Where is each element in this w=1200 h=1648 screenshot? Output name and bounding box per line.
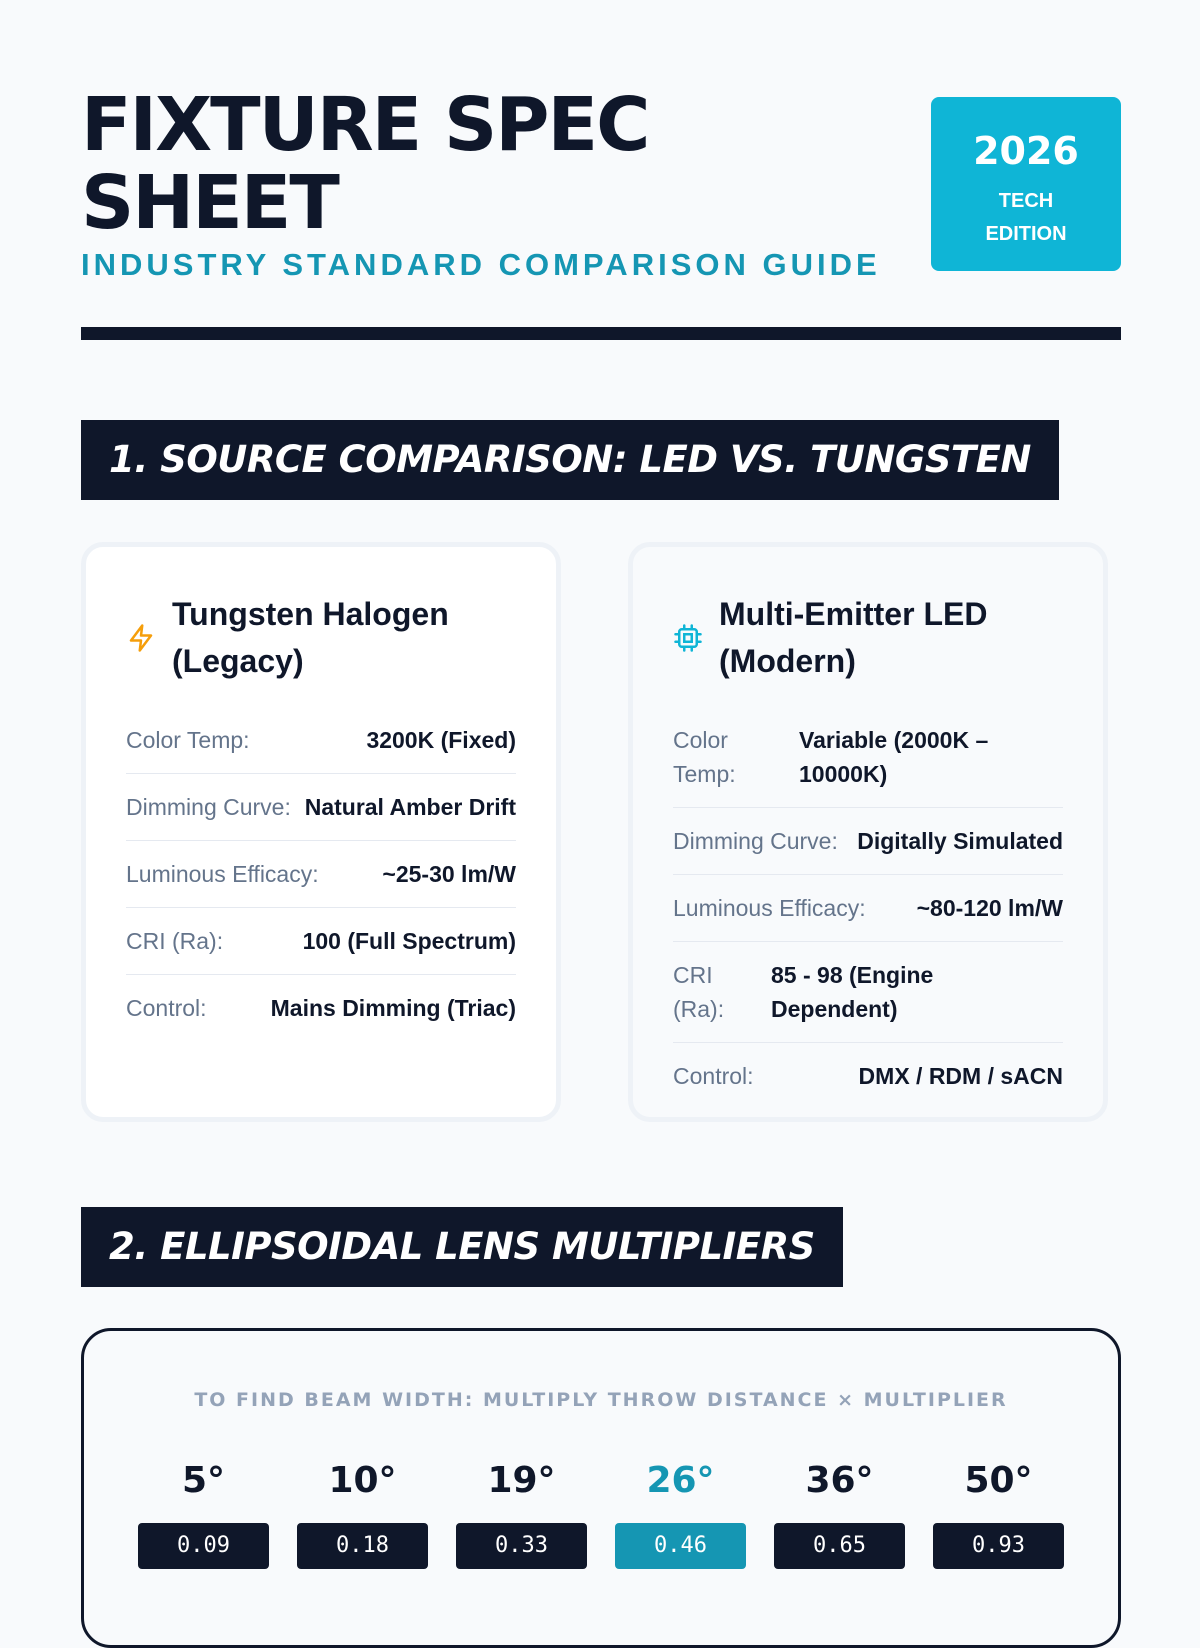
spec-label: Dimming Curve: — [126, 794, 291, 820]
spec-value: Digitally Simulated — [857, 828, 1063, 854]
spec-value: 3200K (Fixed) — [366, 727, 516, 753]
header-divider — [81, 327, 1121, 340]
spec-value: 100 (Full Spectrum) — [302, 928, 516, 954]
spec-value: Mains Dimming (Triac) — [270, 995, 516, 1021]
spec-row — [126, 707, 516, 774]
led-card-title: Multi-Emitter LED (Modern) — [719, 596, 988, 679]
spec-label: Color Temp: — [673, 727, 736, 787]
spec-row — [673, 808, 1063, 875]
spec-label: CRI (Ra): — [126, 928, 224, 954]
spec-label: Color Temp: — [126, 727, 250, 753]
page-title: FIXTURE SPEC SHEET — [81, 82, 649, 246]
spec-row — [126, 774, 516, 841]
lens-multiplier: 0.65 — [774, 1523, 905, 1569]
lens-instruction: TO FIND BEAM WIDTH: MULTIPLY THROW DISTANCE × MULTIPLIER — [194, 1389, 1008, 1411]
spec-row — [673, 1043, 1063, 1109]
spec-value: ~80-120 lm/W — [916, 895, 1063, 921]
spec-row — [673, 707, 1063, 808]
lightning-bolt-icon — [126, 623, 156, 653]
lens-multiplier-panel — [81, 1328, 1121, 1648]
section-1-heading: 1. SOURCE COMPARISON: LED VS. TUNGSTEN — [81, 420, 1059, 500]
tungsten-card-title: Tungsten Halogen (Legacy) — [172, 596, 449, 679]
led-spec-list — [673, 707, 1063, 1109]
edition-badge — [931, 97, 1121, 271]
lens-multiplier: 0.93 — [933, 1523, 1064, 1569]
spec-label: Luminous Efficacy: — [126, 861, 319, 887]
lens-item-highlighted — [615, 1455, 746, 1569]
tungsten-card — [81, 542, 561, 1122]
lens-degree: 26° — [646, 1460, 715, 1501]
lens-item — [297, 1455, 428, 1569]
spec-row — [126, 841, 516, 908]
lens-item — [933, 1455, 1064, 1569]
spec-value: ~25-30 lm/W — [382, 861, 516, 887]
spec-row — [673, 942, 1063, 1043]
spec-row — [673, 875, 1063, 942]
spec-value: DMX / RDM / sACN — [858, 1063, 1063, 1089]
lens-multiplier: 0.18 — [297, 1523, 428, 1569]
tungsten-spec-list — [126, 707, 516, 1041]
lens-item — [138, 1455, 269, 1569]
spec-label: Luminous Efficacy: — [673, 895, 866, 921]
badge-year: 2026 — [973, 129, 1079, 173]
spec-label: CRI (Ra): — [673, 962, 725, 1022]
spec-label: Control: — [126, 995, 207, 1021]
lens-item — [774, 1455, 905, 1569]
spec-row — [126, 975, 516, 1041]
lens-degree: 5° — [181, 1460, 226, 1501]
lens-item — [456, 1455, 587, 1569]
spec-value: 85 - 98 (Engine Dependent) — [771, 962, 934, 1022]
lens-degree: 50° — [964, 1460, 1033, 1501]
lens-multiplier: 0.46 — [615, 1523, 746, 1569]
lens-list — [138, 1455, 1064, 1569]
spec-value: Variable (2000K – 10000K) — [799, 727, 989, 787]
lens-degree: 10° — [328, 1460, 397, 1501]
page-subtitle: INDUSTRY STANDARD COMPARISON GUIDE — [81, 247, 881, 282]
spec-row — [126, 908, 516, 975]
spec-label: Control: — [673, 1063, 754, 1089]
lens-degree: 19° — [487, 1460, 556, 1501]
spec-value: Natural Amber Drift — [304, 794, 516, 820]
spec-label: Dimming Curve: — [673, 828, 838, 854]
section-2-heading: 2. ELLIPSOIDAL LENS MULTIPLIERS — [81, 1207, 843, 1287]
lens-degree: 36° — [805, 1460, 874, 1501]
lens-multiplier: 0.09 — [138, 1523, 269, 1569]
chip-icon — [673, 623, 703, 653]
lens-multiplier: 0.33 — [456, 1523, 587, 1569]
badge-edition: TECH EDITION — [985, 190, 1067, 245]
led-card — [628, 542, 1108, 1122]
